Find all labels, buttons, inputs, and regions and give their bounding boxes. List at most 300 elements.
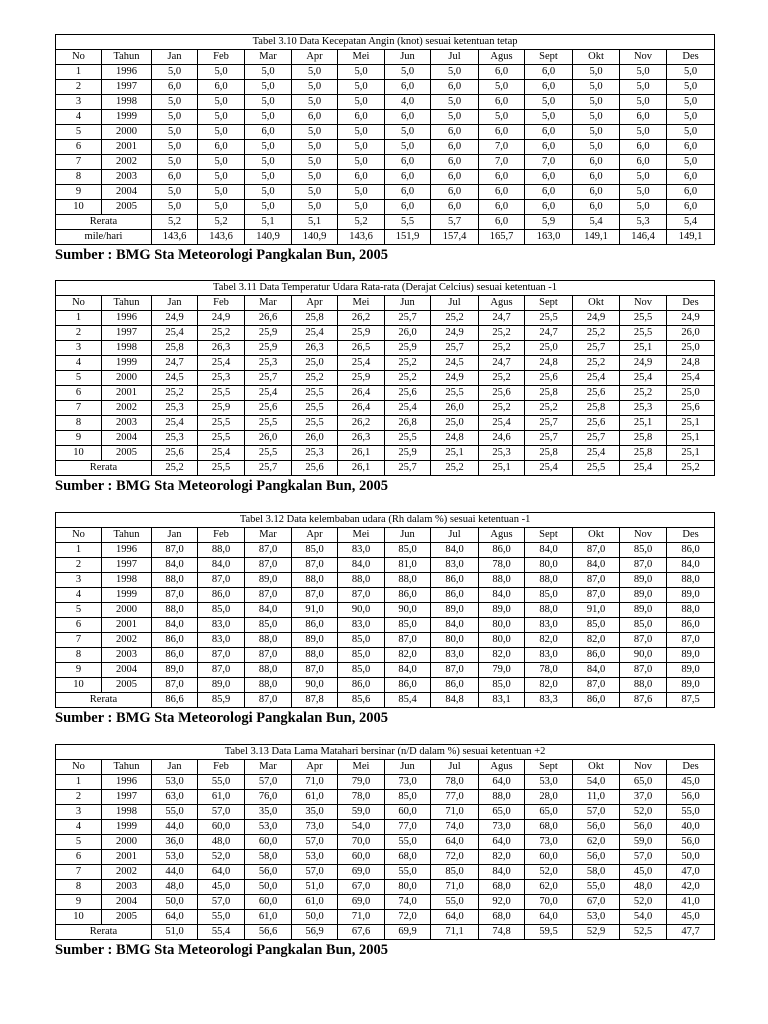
table-cell: 5,0 [525,95,573,110]
table-cell: 6,0 [338,110,385,125]
table-cell: 25,2 [573,326,620,341]
table-cell: 5,0 [620,200,667,215]
table-header-row [56,296,715,311]
table-cell: 24,5 [152,371,198,386]
table-cell: 5,0 [245,155,292,170]
table-cell: 1997 [102,790,152,805]
table-cell: 25,5 [431,386,479,401]
table-cell: 88,0 [525,573,573,588]
table-cell: 25,2 [479,401,525,416]
column-header: Mei [338,528,385,543]
table-cell: 78,0 [338,790,385,805]
table-cell: 5,0 [198,95,245,110]
table-cell: 48,0 [198,835,245,850]
table-cell: 84,0 [338,558,385,573]
table-cell: 90,0 [385,603,431,618]
table-cell: 87,0 [198,663,245,678]
table-cell: 55,0 [385,835,431,850]
column-header: Nov [620,296,667,311]
table-cell: 88,0 [198,543,245,558]
table-cell: 88,0 [667,573,715,588]
table-cell: 25,5 [292,401,338,416]
table-cell: 26,6 [245,311,292,326]
summary-cell: 6,0 [479,215,525,230]
summary-cell: 25,5 [573,461,620,476]
air-humidity-section [55,512,714,727]
table-cell: 86,0 [338,678,385,693]
table-cell: 2002 [102,865,152,880]
table-cell: 87,0 [620,558,667,573]
table-cell: 25,6 [385,386,431,401]
table-cell: 57,0 [292,865,338,880]
table-cell: 52,0 [198,850,245,865]
table-cell: 87,0 [198,573,245,588]
summary-cell: 67,6 [338,925,385,940]
table-cell: 56,0 [667,790,715,805]
table-cell: 25,2 [385,356,431,371]
table-cell: 80,0 [525,558,573,573]
table-cell: 25,4 [152,416,198,431]
table-cell: 86,0 [573,648,620,663]
table-cell: 87,0 [620,663,667,678]
table-cell: 57,0 [573,805,620,820]
table-cell: 25,6 [479,386,525,401]
table-cell: 1997 [102,558,152,573]
table-cell: 58,0 [573,865,620,880]
table-cell: 50,0 [152,895,198,910]
table-cell: 35,0 [245,805,292,820]
table-cell: 10 [56,200,102,215]
table-cell: 88,0 [292,648,338,663]
table-cell: 36,0 [152,835,198,850]
column-header: Feb [198,296,245,311]
table-cell: 5,0 [292,140,338,155]
table-cell: 92,0 [479,895,525,910]
summary-cell: 143,6 [338,230,385,245]
table-cell: 2003 [102,416,152,431]
table-cell: 26,2 [338,311,385,326]
table-cell: 2004 [102,895,152,910]
table-cell: 25,5 [292,386,338,401]
table-cell: 7 [56,865,102,880]
table-cell: 10 [56,910,102,925]
table-cell: 54,0 [338,820,385,835]
summary-cell: 5,2 [152,215,198,230]
table-cell: 2005 [102,446,152,461]
table-cell: 25,7 [525,416,573,431]
table-cell: 2000 [102,371,152,386]
table-cell: 5,0 [152,185,198,200]
table-cell: 25,4 [198,446,245,461]
table-cell: 84,0 [198,558,245,573]
table-cell: 58,0 [245,850,292,865]
table-cell: 25,5 [620,326,667,341]
table-cell: 26,0 [431,401,479,416]
table-cell: 26,5 [338,341,385,356]
table-row [56,633,715,648]
table-cell: 89,0 [152,663,198,678]
table-cell: 25,2 [479,341,525,356]
table-cell: 6,0 [620,140,667,155]
table-cell: 82,0 [479,648,525,663]
table-cell: 5,0 [620,125,667,140]
table-cell: 83,0 [198,633,245,648]
table-title: Tabel 3.10 Data Kecepatan Angin (knot) sesuai ketentuan tetap [56,35,715,50]
table-cell: 5,0 [338,155,385,170]
summary-cell: 5,4 [573,215,620,230]
table-cell: 2 [56,790,102,805]
table-cell: 25,8 [525,386,573,401]
table-cell: 1997 [102,80,152,95]
table-cell: 8 [56,170,102,185]
table-cell: 25,9 [198,401,245,416]
table-cell: 2004 [102,185,152,200]
table-cell: 25,0 [292,356,338,371]
table-row [56,140,715,155]
summary-cell: 56,9 [292,925,338,940]
table-cell: 11,0 [573,790,620,805]
table-cell: 89,0 [667,588,715,603]
table-cell: 60,0 [385,805,431,820]
table-cell: 2002 [102,633,152,648]
table-cell: 89,0 [667,663,715,678]
table-cell: 89,0 [479,603,525,618]
summary-cell: 146,4 [620,230,667,245]
column-header: Okt [573,760,620,775]
summary-cell: 47,7 [667,925,715,940]
table-cell: 25,4 [198,356,245,371]
table-header-row [56,760,715,775]
table-cell: 48,0 [152,880,198,895]
table-cell: 6,0 [525,80,573,95]
table-cell: 83,0 [338,543,385,558]
summary-cell: 87,6 [620,693,667,708]
table-cell: 6,0 [573,200,620,215]
table-cell: 6,0 [479,95,525,110]
table-cell: 52,0 [525,865,573,880]
data-table [55,512,715,708]
column-header: Feb [198,760,245,775]
table-row [56,341,715,356]
column-header: Okt [573,528,620,543]
summary-cell: 74,8 [479,925,525,940]
table-cell: 2004 [102,663,152,678]
table-cell: 26,3 [198,341,245,356]
column-header: Jul [431,296,479,311]
summary-label: Rerata [56,215,152,230]
table-cell: 25,2 [198,326,245,341]
column-header: No [56,50,102,65]
table-cell: 55,0 [198,775,245,790]
table-cell: 25,6 [667,401,715,416]
table-cell: 73,0 [479,820,525,835]
table-cell: 1998 [102,573,152,588]
table-row [56,356,715,371]
table-cell: 5,0 [620,80,667,95]
table-cell: 87,0 [152,588,198,603]
table-cell: 55,0 [385,865,431,880]
table-cell: 87,0 [385,633,431,648]
table-cell: 25,4 [152,326,198,341]
table-cell: 5,0 [292,155,338,170]
table-cell: 6,0 [667,140,715,155]
table-cell: 44,0 [152,865,198,880]
table-cell: 25,0 [525,341,573,356]
table-cell: 85,0 [620,618,667,633]
table-cell: 84,0 [245,603,292,618]
table-cell: 24,9 [431,371,479,386]
table-cell: 85,0 [338,648,385,663]
table-cell: 6,0 [573,170,620,185]
table-row [56,573,715,588]
table-cell: 63,0 [152,790,198,805]
table-row [56,200,715,215]
table-cell: 60,0 [245,835,292,850]
table-cell: 2000 [102,603,152,618]
table-cell: 53,0 [573,910,620,925]
table-cell: 84,0 [431,543,479,558]
table-header-row [56,50,715,65]
table-cell: 25,8 [292,311,338,326]
table-cell: 87,0 [573,588,620,603]
table-cell: 24,7 [152,356,198,371]
table-cell: 88,0 [385,573,431,588]
table-cell: 87,0 [245,543,292,558]
table-cell: 87,0 [152,678,198,693]
table-cell: 71,0 [431,880,479,895]
table-cell: 5,0 [198,110,245,125]
data-table [55,744,715,940]
table-row [56,880,715,895]
column-header: Agus [479,528,525,543]
table-cell: 24,9 [198,311,245,326]
table-cell: 56,0 [573,850,620,865]
table-cell: 67,0 [573,895,620,910]
table-title-row [56,35,715,50]
column-header: Sept [525,528,573,543]
table-cell: 5,0 [338,65,385,80]
table-cell: 85,0 [620,543,667,558]
table-cell: 25,6 [525,371,573,386]
table-cell: 53,0 [152,775,198,790]
table-cell: 26,0 [667,326,715,341]
column-header: Apr [292,760,338,775]
table-cell: 64,0 [198,865,245,880]
summary-cell: 25,6 [292,461,338,476]
table-cell: 7 [56,633,102,648]
table-cell: 1996 [102,543,152,558]
table-cell: 42,0 [667,880,715,895]
table-cell: 25,0 [431,416,479,431]
table-cell: 6,0 [525,125,573,140]
table-cell: 81,0 [385,558,431,573]
summary-row [56,215,715,230]
column-header: Des [667,760,715,775]
table-row [56,311,715,326]
table-cell: 1997 [102,326,152,341]
table-cell: 61,0 [292,895,338,910]
table-cell: 86,0 [431,588,479,603]
table-cell: 24,6 [479,431,525,446]
column-header: Mar [245,296,292,311]
table-cell: 25,5 [620,311,667,326]
summary-cell: 56,6 [245,925,292,940]
column-header: Apr [292,296,338,311]
source-note: Sumber : BMG Sta Meteorologi Pangkalan Bun, 2005 [55,247,388,263]
table-cell: 25,3 [620,401,667,416]
table-cell: 83,0 [198,618,245,633]
table-cell: 25,5 [245,446,292,461]
table-cell: 5 [56,603,102,618]
table-cell: 2000 [102,835,152,850]
table-cell: 25,1 [667,431,715,446]
table-cell: 5 [56,371,102,386]
table-cell: 2001 [102,140,152,155]
table-cell: 53,0 [245,820,292,835]
table-cell: 6,0 [245,125,292,140]
summary-cell: 5,5 [385,215,431,230]
table-row [56,170,715,185]
summary-cell: 5,2 [198,215,245,230]
table-cell: 61,0 [198,790,245,805]
table-cell: 80,0 [479,633,525,648]
table-cell: 53,0 [152,850,198,865]
table-cell: 72,0 [385,910,431,925]
table-cell: 5,0 [292,95,338,110]
table-cell: 87,0 [338,588,385,603]
column-header: Okt [573,296,620,311]
table-cell: 64,0 [152,910,198,925]
table-cell: 2005 [102,678,152,693]
table-cell: 6,0 [198,140,245,155]
table-cell: 89,0 [667,678,715,693]
summary-cell: 5,9 [525,215,573,230]
table-cell: 25,0 [667,386,715,401]
table-cell: 5,0 [292,170,338,185]
table-cell: 5,0 [292,200,338,215]
table-cell: 73,0 [525,835,573,850]
summary-cell: 55,4 [198,925,245,940]
table-cell: 25,7 [431,341,479,356]
table-cell: 26,4 [338,386,385,401]
table-cell: 54,0 [573,775,620,790]
table-cell: 8 [56,648,102,663]
summary-cell: 25,2 [152,461,198,476]
table-cell: 25,4 [479,416,525,431]
table-cell: 5,0 [338,200,385,215]
table-cell: 6,0 [385,170,431,185]
table-cell: 87,0 [573,573,620,588]
table-cell: 89,0 [292,633,338,648]
table-cell: 5,0 [667,65,715,80]
table-cell: 25,0 [667,341,715,356]
table-cell: 1 [56,311,102,326]
table-cell: 6,0 [479,185,525,200]
table-cell: 71,0 [431,805,479,820]
table-cell: 82,0 [385,648,431,663]
summary-row [56,925,715,940]
table-cell: 86,0 [152,648,198,663]
table-cell: 1999 [102,588,152,603]
table-cell: 6,0 [620,155,667,170]
table-cell: 56,0 [245,865,292,880]
table-cell: 70,0 [338,835,385,850]
column-header: Feb [198,528,245,543]
table-cell: 4 [56,110,102,125]
table-cell: 87,0 [245,648,292,663]
table-cell: 5,0 [479,80,525,95]
table-cell: 35,0 [292,805,338,820]
table-cell: 6,0 [479,65,525,80]
table-cell: 6,0 [479,200,525,215]
table-cell: 25,5 [198,416,245,431]
table-cell: 25,2 [431,311,479,326]
summary-cell: 87,0 [245,693,292,708]
summary-cell: 25,7 [385,461,431,476]
table-cell: 26,0 [245,431,292,446]
table-cell: 84,0 [385,663,431,678]
column-header: Jul [431,760,479,775]
table-row [56,155,715,170]
table-cell: 77,0 [385,820,431,835]
table-cell: 84,0 [573,663,620,678]
table-cell: 25,5 [525,311,573,326]
table-cell: 26,2 [338,416,385,431]
table-cell: 87,0 [198,648,245,663]
table-cell: 6,0 [620,110,667,125]
table-cell: 25,7 [573,341,620,356]
table-cell: 4 [56,588,102,603]
table-cell: 87,0 [573,543,620,558]
table-cell: 69,0 [338,865,385,880]
table-cell: 59,0 [620,835,667,850]
table-cell: 89,0 [620,573,667,588]
table-cell: 9 [56,185,102,200]
table-row [56,603,715,618]
table-row [56,401,715,416]
table-cell: 1 [56,543,102,558]
table-cell: 24,8 [525,356,573,371]
table-cell: 62,0 [525,880,573,895]
table-cell: 1996 [102,311,152,326]
table-cell: 25,2 [385,371,431,386]
table-cell: 25,8 [620,431,667,446]
summary-cell: 157,4 [431,230,479,245]
table-cell: 52,0 [620,805,667,820]
column-header: Jan [152,528,198,543]
summary-cell: 52,5 [620,925,667,940]
table-cell: 5,0 [667,110,715,125]
column-header: Jul [431,528,479,543]
table-cell: 1 [56,65,102,80]
column-header: Mei [338,50,385,65]
table-row [56,80,715,95]
column-header: Des [667,50,715,65]
table-cell: 80,0 [479,618,525,633]
table-row [56,95,715,110]
table-cell: 86,0 [152,633,198,648]
summary-row [56,461,715,476]
column-header: Jan [152,296,198,311]
table-cell: 6,0 [479,125,525,140]
table-cell: 85,0 [338,633,385,648]
table-cell: 84,0 [152,558,198,573]
table-cell: 85,0 [338,663,385,678]
table-cell: 5,0 [385,65,431,80]
table-cell: 57,0 [198,805,245,820]
table-cell: 5,0 [338,125,385,140]
table-cell: 6,0 [338,170,385,185]
